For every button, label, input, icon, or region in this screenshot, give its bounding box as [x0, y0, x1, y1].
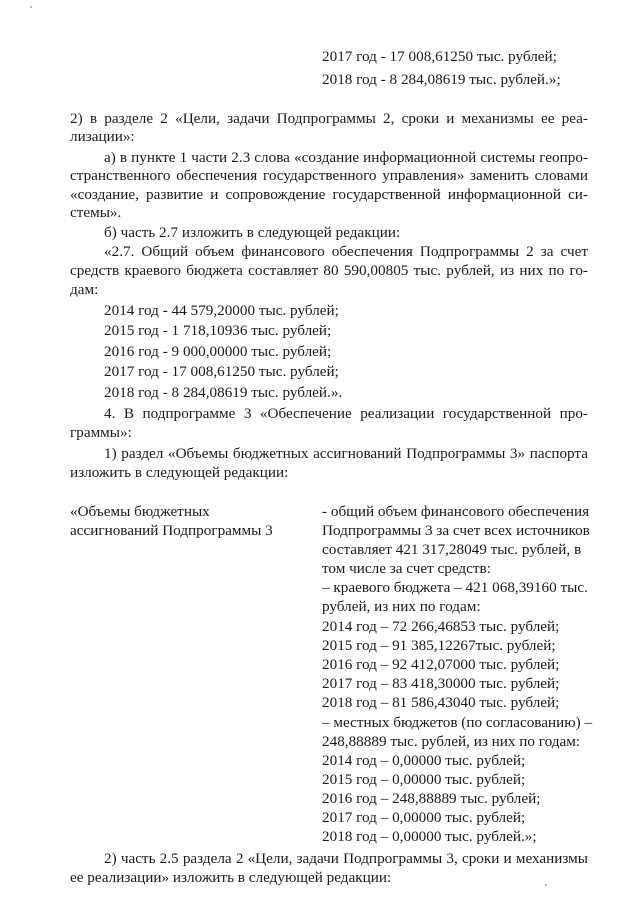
text-line: дам:	[70, 281, 99, 298]
table-right-line: 2017 год – 83 418,30000 тыс. рублей;	[322, 675, 560, 692]
text-line: 2018 год - 8 284,08619 тыс. рублей.»;	[322, 71, 561, 88]
text-line: 2017 год - 17 008,61250 тыс. рублей;	[322, 48, 557, 65]
table-right-line: рублей, из них по годам:	[322, 598, 481, 615]
scan-speck	[545, 884, 547, 886]
text-line: ее реализации» изложить в следующей редакции:	[70, 869, 392, 886]
table-right-line: 2018 год – 0,00000 тыс. рублей.»;	[322, 828, 537, 845]
text-line: 2014 год - 44 579,20000 тыс. рублей;	[104, 302, 339, 319]
table-right-line: 2014 год – 0,00000 тыс. рублей;	[322, 752, 526, 769]
text-line: 2) в разделе 2 «Цели, задачи Подпрограммы 2, сроки и механизмы ее реа-	[70, 110, 588, 127]
table-right-line: 2018 год – 81 586,43040 тыс. рублей;	[322, 694, 560, 711]
table-right-line: 2016 год – 248,88889 тыс. рублей;	[322, 790, 541, 807]
table-right-line: том числе за счет средств:	[322, 560, 491, 577]
table-left-cell: ассигнований Подпрограммы 3	[70, 522, 273, 539]
text-line: «создание, развитие и сопровождение государственной информационной си-	[70, 186, 588, 203]
text-line: изложить в следующей редакции:	[70, 464, 289, 481]
table-right-line: Подпрограммы 3 за счет всех источников	[322, 522, 590, 539]
text-line: а) в пункте 1 части 2.3 слова «создание информационной системы геопро-	[104, 149, 588, 166]
text-line: 4. В подпрограмме 3 «Обеспечение реализации государственной про-	[104, 405, 588, 422]
text-line: стемы».	[70, 204, 122, 221]
table-right-line: 2015 год – 91 385,12267тыс. рублей;	[322, 637, 556, 654]
text-line: 2017 год - 17 008,61250 тыс. рублей;	[104, 363, 339, 380]
text-line: «2.7. Общий объем финансового обеспечения Подпрограммы 2 за счет	[104, 243, 588, 260]
table-right-line: 2017 год – 0,00000 тыс. рублей;	[322, 809, 526, 826]
text-line: лизации»:	[70, 128, 135, 145]
text-line: средств краевого бюджета составляет 80 590,00805 тыс. рублей, из них по го-	[70, 262, 588, 279]
text-line: 1) раздел «Объемы бюджетных ассигнований Подпрограммы 3» паспорта	[104, 445, 588, 462]
table-right-line: 2016 год – 92 412,07000 тыс. рублей;	[322, 656, 560, 673]
table-right-line: 248,88889 тыс. рублей, из них по годам:	[322, 733, 581, 750]
text-line: 2) часть 2.5 раздела 2 «Цели, задачи Подпрограммы 3, сроки и механизмы	[104, 850, 588, 867]
text-line: 2018 год - 8 284,08619 тыс. рублей.».	[104, 384, 343, 401]
text-line: 2015 год - 1 718,10936 тыс. рублей;	[104, 322, 332, 339]
table-right-line: – краевого бюджета – 421 068,39160 тыс.	[322, 579, 588, 596]
text-line: б) часть 2.7 изложить в следующей редакции:	[104, 224, 401, 241]
table-right-line: 2014 год – 72 266,46853 тыс. рублей;	[322, 618, 560, 635]
text-line: странственного обеспечения государственного управления» заменить словами	[70, 167, 588, 184]
table-right-line: - общий объем финансового обеспечения	[322, 503, 590, 520]
table-left-cell: «Объемы бюджетных	[70, 503, 210, 520]
table-right-line: 2015 год – 0,00000 тыс. рублей;	[322, 771, 526, 788]
table-right-line: – местных бюджетов (по согласованию) –	[322, 714, 593, 731]
text-line: 2016 год - 9 000,00000 тыс. рублей;	[104, 343, 332, 360]
table-right-line: составляет 421 317,28049 тыс. рублей, в	[322, 541, 582, 558]
scan-speck	[30, 6, 32, 8]
text-line: граммы»:	[70, 424, 132, 441]
